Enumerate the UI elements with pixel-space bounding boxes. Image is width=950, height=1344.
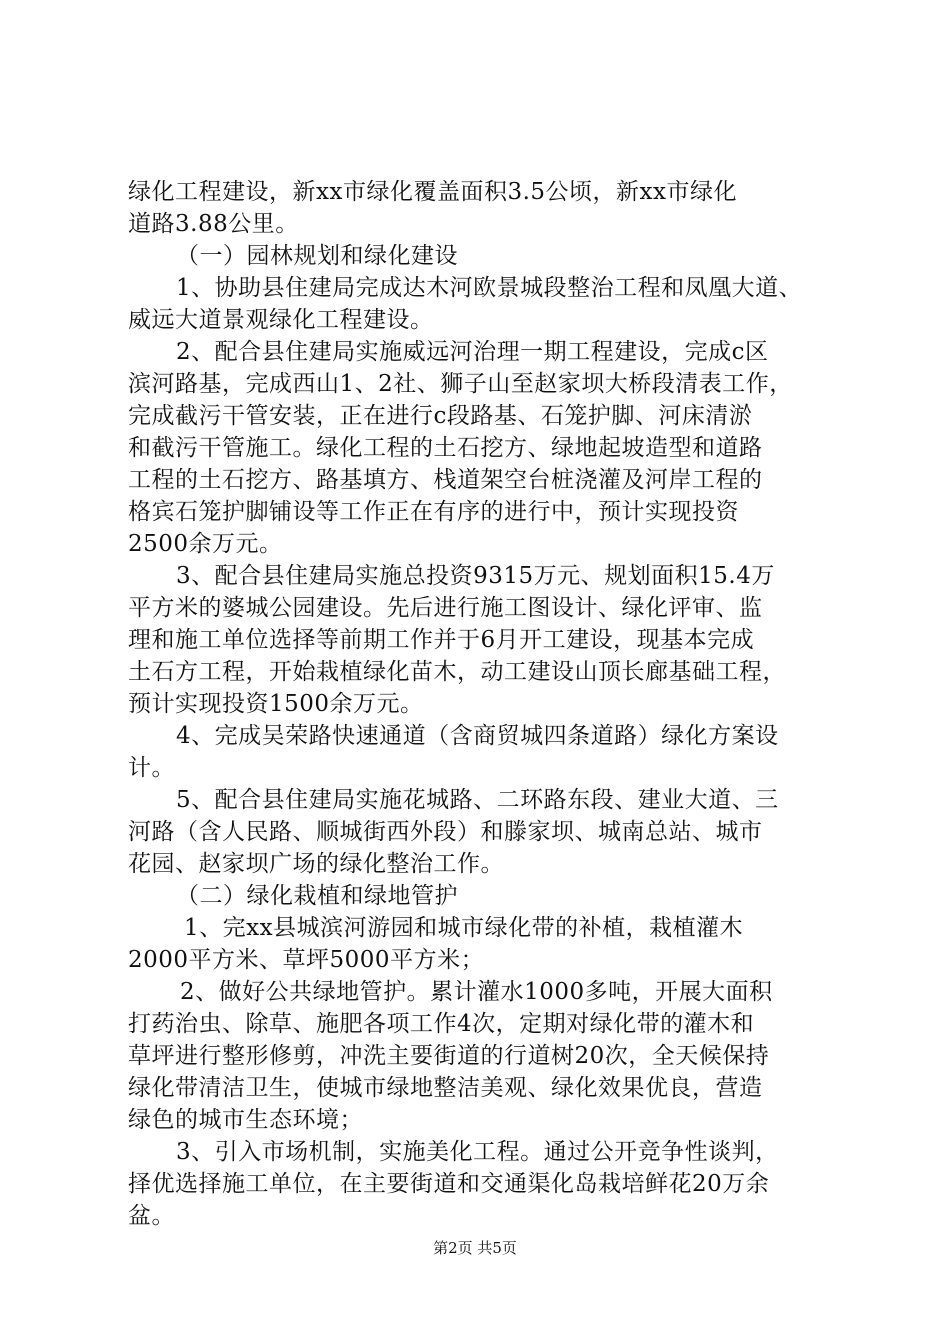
- text-line: 打药治虫、除草、施肥各项工作4次，定期对绿化带的灌木和: [128, 1011, 755, 1037]
- page-footer: 第2页 共5页: [433, 1239, 517, 1257]
- text-line: 河路（含人民路、顺城街西外段）和滕家坝、城南总站、城市: [128, 819, 763, 845]
- text-line: 工程的土石挖方、路基填方、栈道架空台桩浇灌及河岸工程的: [128, 467, 763, 493]
- text-line: 绿色的城市生态环境；: [128, 1107, 363, 1133]
- text-line: 平方米的婆城公园建设。先后进行施工图设计、绿化评审、监: [128, 595, 763, 621]
- text-line: 威远大道景观绿化工程建设。: [128, 307, 434, 333]
- text-line: 完成截污干管安装，正在进行c段路基、石笼护脚、河床清淤: [128, 403, 753, 429]
- text-line: 择优选择施工单位，在主要街道和交通渠化岛栽培鲜花20万余: [128, 1171, 770, 1197]
- text-line: 土石方工程，开始栽植绿化苗木，动工建设山顶长廊基础工程，: [128, 659, 786, 685]
- text-line: 计。: [128, 755, 175, 781]
- text-line: 2500余万元。: [128, 531, 283, 557]
- text-line: 5、配合县住建局实施花城路、二环路东段、建业大道、三: [176, 787, 779, 813]
- text-line: （二）绿化栽植和绿地管护: [176, 883, 458, 909]
- text-line: 和截污干管施工。绿化工程的土石挖方、绿地起坡造型和道路: [128, 435, 763, 461]
- text-line: 3、引入市场机制，实施美化工程。通过公开竞争性谈判，: [176, 1139, 779, 1165]
- text-line: 2、做好公共绿地管护。累计灌水1000多吨，开展大面积: [180, 979, 773, 1005]
- text-line: 3、配合县住建局实施总投资9315万元、规划面积15.4万: [176, 563, 775, 589]
- text-line: 草坪进行整形修剪，冲洗主要街道的行道树20次，全天候保持: [128, 1043, 770, 1069]
- text-line: 预计实现投资1500余万元。: [128, 691, 424, 717]
- text-line: 理和施工单位选择等前期工作并于6月开工建设，现基本完成: [128, 627, 755, 653]
- text-line: 绿化带清洁卫生，使城市绿地整洁美观、绿化效果优良，营造: [128, 1075, 763, 1101]
- text-line: 1、完xx县城滨河游园和城市绿化带的补植，栽植灌木: [184, 915, 744, 941]
- text-line: 滨河路基，完成西山1、2社、狮子山至赵家坝大桥段清表工作，: [128, 371, 793, 397]
- text-line: 格宾石笼护脚铺设等工作正在有序的进行中，预计实现投资: [128, 499, 739, 525]
- text-line: 2000平方米、草坪5000平方米；: [128, 947, 485, 973]
- text-line: 4、完成吴荣路快速通道（含商贸城四条道路）绿化方案设: [176, 723, 779, 749]
- document-body: [128, 176, 838, 1232]
- text-line: 花园、赵家坝广场的绿化整治工作。: [128, 851, 504, 877]
- text-line: 道路3.88公里。: [128, 211, 299, 237]
- text-line: 绿化工程建设，新xx市绿化覆盖面积3.5公顷，新xx市绿化: [128, 179, 737, 205]
- text-line: 2、配合县住建局实施威远河治理一期工程建设，完成c区: [176, 339, 769, 365]
- text-line: （一）园林规划和绿化建设: [176, 243, 458, 269]
- text-line: 盆。: [128, 1203, 175, 1229]
- text-line: 1、协助县住建局完成达木河欧景城段整治工程和凤凰大道、: [176, 275, 803, 301]
